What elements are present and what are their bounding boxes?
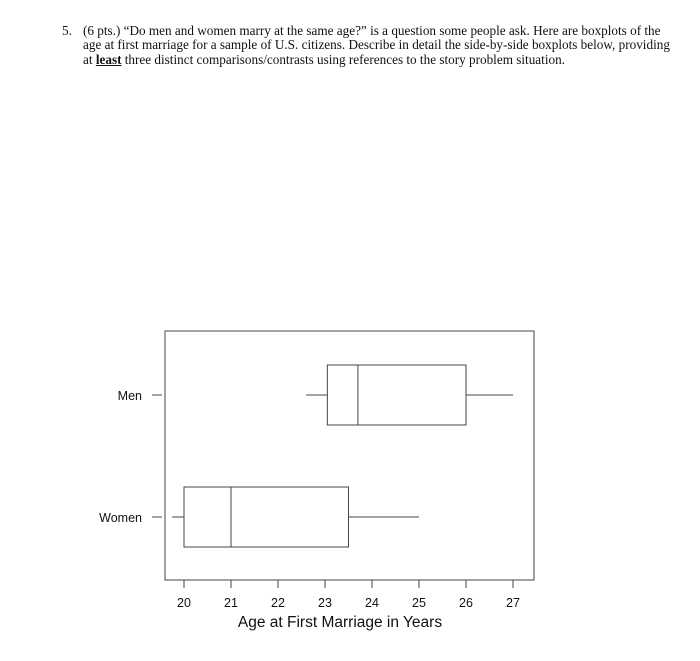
x-tick-label: 21 bbox=[224, 596, 238, 610]
women-box bbox=[184, 487, 349, 547]
x-tick-label: 23 bbox=[318, 596, 332, 610]
x-tick-label: 27 bbox=[506, 596, 520, 610]
plot-frame bbox=[165, 331, 534, 580]
question-text-main: (6 pts.) “Do men and women marry at the same age?” is a question some people ask. Here are boxplots of the age at first marriage for a sample of U.S. citizens. Describe in detail the side-by-side boxplots below, providing at bbox=[83, 23, 670, 67]
x-tick-label: 26 bbox=[459, 596, 473, 610]
y-tick-label-women: Women bbox=[99, 511, 142, 525]
x-axis-label: Age at First Marriage in Years bbox=[237, 614, 443, 631]
x-tick-label: 25 bbox=[412, 596, 426, 610]
x-tick-label: 24 bbox=[365, 596, 379, 610]
x-tick-label: 20 bbox=[177, 596, 191, 610]
men-box bbox=[327, 365, 466, 425]
question-text-end: three distinct comparisons/contrasts using references to the story problem situation. bbox=[124, 51, 565, 67]
question-number: 5. bbox=[62, 23, 72, 38]
y-tick-label-men: Men bbox=[117, 389, 142, 403]
x-tick-label: 22 bbox=[271, 596, 285, 610]
question-emphasis: least bbox=[95, 51, 122, 67]
